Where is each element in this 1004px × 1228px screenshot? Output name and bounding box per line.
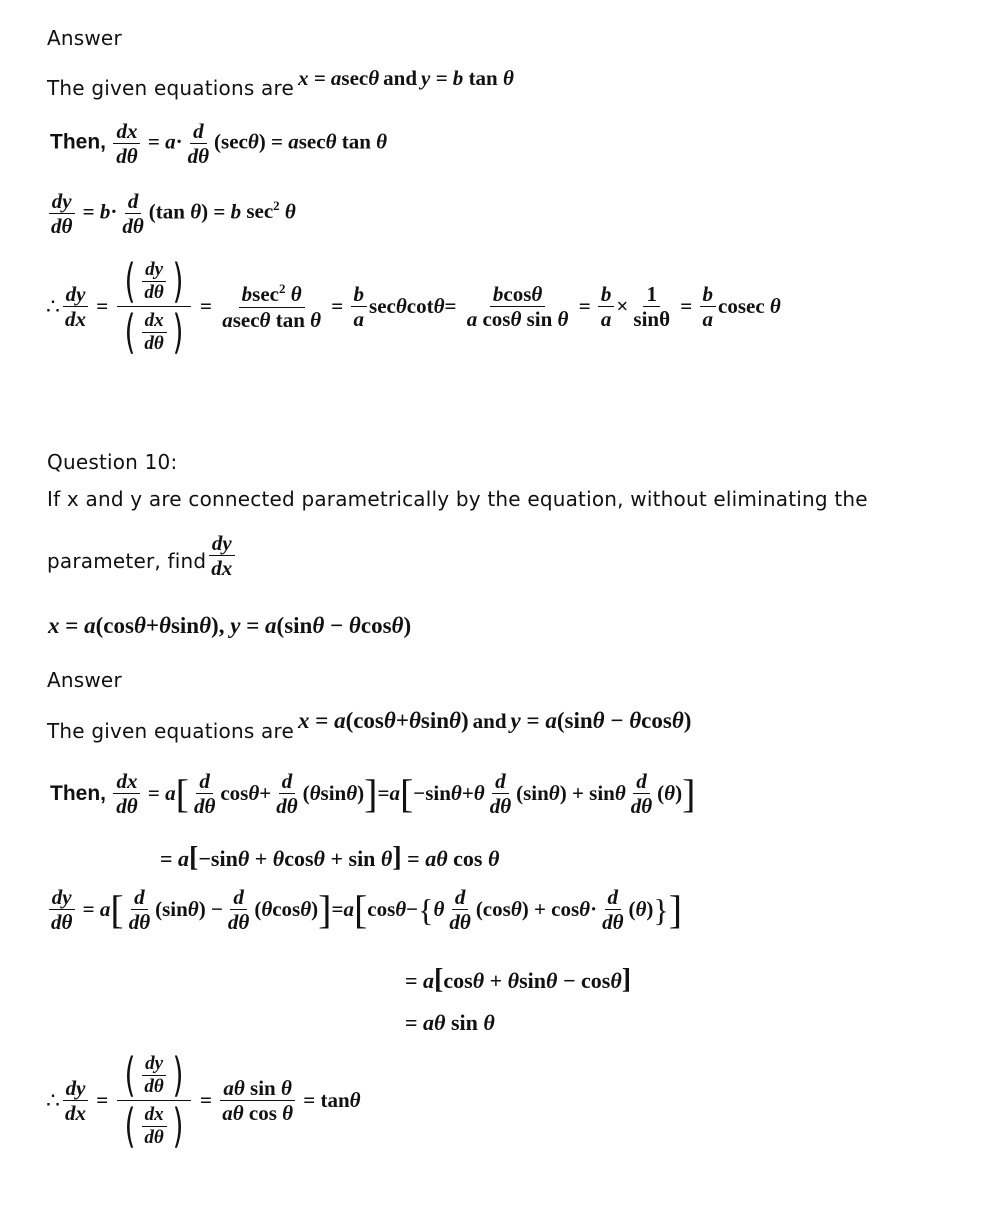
given-x-equation: x = asecθ <box>297 66 380 90</box>
fraction-b-over-a: $\frac{b}{a}$ <box>598 283 615 330</box>
question-find-text: parameter, find <box>47 549 207 574</box>
fraction-d-dtheta: $\frac{d}{d\theta}$ <box>630 769 653 819</box>
dx-dtheta-line-2: Then, $\frac{dx}{d\theta}$ = a [ $\frac{d}{d\theta}$ cos θ + $\frac{d}{d\theta}$ ( θ sin θ ) ] = a [ −sin θ + θ $\frac{d}{d\theta}$ (sin θ ) + sin θ $\frac{d}{d\theta}$ ( θ ) ] <box>50 769 696 819</box>
given-equations-line-1 <box>47 66 514 100</box>
fraction-d-dtheta: $\frac{d}{d\theta}$ <box>449 885 471 935</box>
fraction-dy-dtheta: $\frac{dy}{d\theta}$ <box>48 190 75 237</box>
result-line-2: ∴ $\frac{dy}{dx}$ = ( $\frac{dy}{d\theta}$ ) ( $\frac{dx}{d\theta}$ ) = $\frac{\text{aθ sin θ}}{\text{aθ cos θ}}$ = tan θ <box>46 1048 361 1153</box>
dy-dtheta-simplified-2: = aθ sin θ <box>405 1010 495 1035</box>
fraction-d-dtheta: $\frac{d}{d\theta}$ <box>193 769 216 819</box>
fraction-bsec-over-asec-tan: $\frac{bsec^2 \theta}{\text{asecθ tan θ}}$ <box>222 281 322 332</box>
question-text-line-1: If x and y are connected parametrically by the equation, without eliminating the <box>47 487 868 511</box>
therefore-symbol-2: ∴ <box>46 1087 60 1113</box>
fraction-bcos-over-acos-sin: $\frac{bcos\theta}{\text{a cosθ sin θ}}$ <box>466 281 569 331</box>
fraction-dy-dx: $\frac{dy}{dx}$ <box>62 283 89 330</box>
fraction-dy-dx: $\frac{dy}{dx}$ <box>62 1077 89 1124</box>
fraction-of-derivatives-2: ( $\frac{dy}{d\theta}$ ) ( $\frac{dx}{d\theta}$ ) <box>117 1052 190 1149</box>
fraction-1-over-sin: $\frac{1}{\sin\theta}$ <box>633 281 671 331</box>
fraction-d-dtheta: $\frac{d}{d\theta}$ <box>128 885 151 935</box>
given-y-equation: y = b tan θ <box>421 66 514 90</box>
given-x-equation-2: x = a(cosθ+θsinθ) <box>297 708 469 733</box>
dy-dtheta-line-2: $\frac{dy}{d\theta}$ = a [ $\frac{d}{d\theta}$ (sin θ ) − $\frac{d}{d\theta}$ ( θ cos θ ) ] = a [ cos θ − { θ $\frac{d}{d\theta}$ (cos θ ) + cos θ · $\frac{d}{d\theta}$ ( θ ) } ] <box>46 886 682 933</box>
given-equations-line-2 <box>47 708 692 743</box>
fraction-asin-over-acos: $\frac{\text{aθ sin θ}}{\text{aθ cos θ}}$ <box>222 1075 294 1125</box>
fraction-b-over-a: $\frac{b}{a}$ <box>700 283 717 330</box>
and-word-2: and <box>472 709 507 733</box>
dx-dtheta-simplified: = a[−sinθ + θcosθ + sin θ] = aθ cos θ <box>160 842 500 873</box>
fraction-of-derivatives: ( $\frac{dy}{d\theta}$ ) ( $\frac{dx}{d\theta}$ ) <box>117 258 190 355</box>
fraction-dy-dx-find: $\frac{dy}{dx}$ <box>208 532 235 579</box>
and-word: and <box>383 66 418 90</box>
then-label: Then, <box>50 130 106 154</box>
fraction-dx-dtheta: $\frac{dx}{d\theta}$ <box>113 120 140 167</box>
fraction-d-dtheta: $\frac{d}{d\theta}$ <box>227 885 250 935</box>
dy-dtheta-line: $\frac{dy}{d\theta}$ = b· $\frac{d}{d\theta}$ (tan θ) = b $\sec^2 \theta$ <box>46 190 296 237</box>
dy-dtheta-simplified-1: = a[cosθ + θsinθ − cosθ] <box>405 964 632 995</box>
question-heading: Question 10: <box>47 450 178 474</box>
therefore-symbol: ∴ <box>46 293 60 319</box>
result-line-1: ∴ $\frac{dy}{dx}$ = ( $\frac{dy}{d\theta}$ ) ( $\frac{dx}{d\theta}$ ) = $\frac{bsec^2 \theta}{\text{asecθ tan θ}}$ = $\frac{b}{a}$ sec θ cot θ = $\frac{bcos\theta}{\text{a cosθ sin θ}}$ = $\frac{b}{a}$ × $\frac{1}{\sin\theta}$ = $\frac{b}{a}$ cosec θ <box>46 254 781 359</box>
fraction-d-dtheta: $\frac{d}{d\theta}$ <box>602 885 624 935</box>
question-text-line-2 <box>47 532 237 579</box>
fraction-d-dtheta: $\frac{d}{d\theta}$ <box>187 119 210 169</box>
given-intro-text: The given equations are <box>47 76 294 100</box>
given-y-equation-2: y = a(sinθ − θcosθ) <box>510 708 692 733</box>
answer-heading: Answer <box>47 26 122 50</box>
dx-dtheta-line: Then, $\frac{dx}{d\theta}$ = a· $\frac{d}{d\theta}$ (secθ) = asecθ tan θ <box>50 119 388 169</box>
parametric-equations: x = a(cosθ+θsinθ), y = a(sinθ − θcosθ) <box>48 613 412 638</box>
fraction-dx-dtheta: $\frac{dx}{d\theta}$ <box>113 770 140 817</box>
given-intro-text-2: The given equations are <box>47 719 294 743</box>
answer-heading-2: Answer <box>47 668 122 692</box>
then-label-2: Then, <box>50 781 106 805</box>
fraction-d-dtheta: $\frac{d}{d\theta}$ <box>122 189 144 239</box>
fraction-dy-dtheta: $\frac{dy}{d\theta}$ <box>48 886 75 933</box>
fraction-d-dtheta: $\frac{d}{d\theta}$ <box>489 769 512 819</box>
fraction-d-dtheta: $\frac{d}{d\theta}$ <box>276 769 298 819</box>
fraction-b-over-a: $\frac{b}{a}$ <box>351 283 368 330</box>
